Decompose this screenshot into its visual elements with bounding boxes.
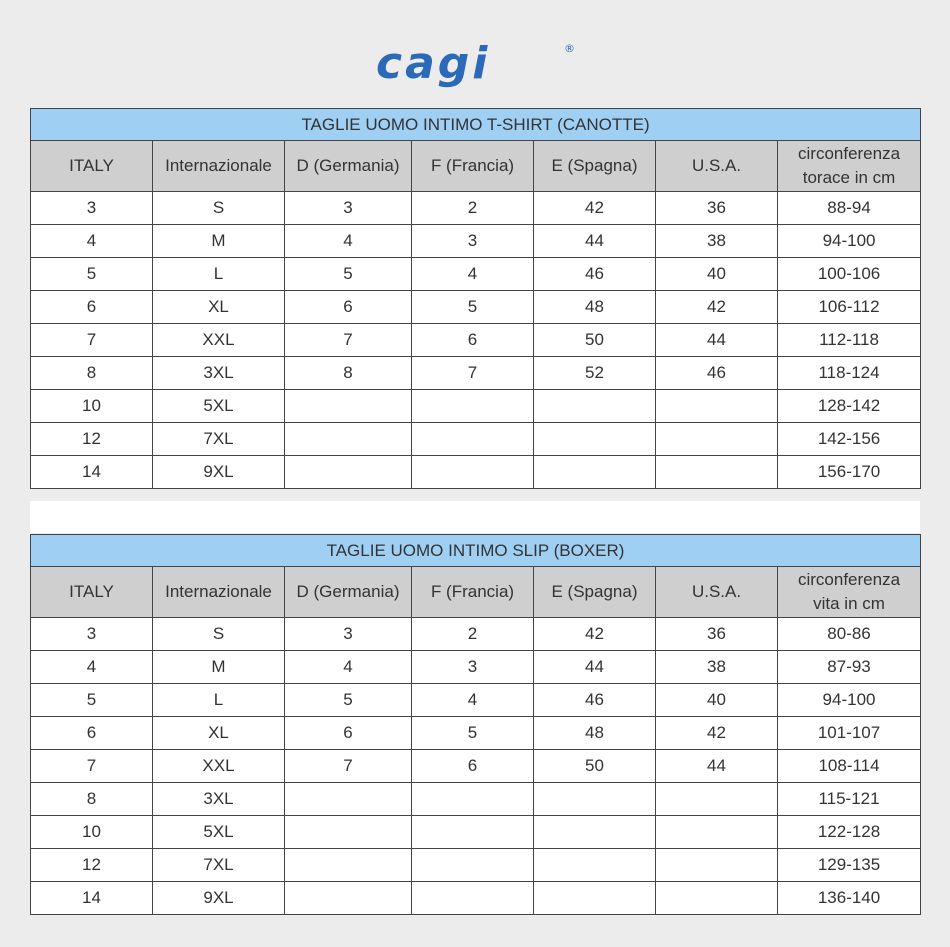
cell-italy: 3 [31,192,153,225]
cell-internazionale: XL [153,717,285,750]
table-row [31,783,921,816]
cell-italy: 5 [31,258,153,291]
cell-internazionale: 9XL [153,456,285,489]
cell-internazionale: M [153,651,285,684]
cell-germania: 4 [285,651,412,684]
cell-usa: 38 [656,225,778,258]
cell-usa [656,816,778,849]
table-row [31,684,921,717]
header-row [31,567,921,618]
cell-internazionale: 7XL [153,423,285,456]
col-header-usa: U.S.A. [656,141,778,192]
slip-size-table [30,534,921,915]
table-title: TAGLIE UOMO INTIMO T-SHIRT (CANOTTE) [31,109,921,141]
cell-germania: 6 [285,291,412,324]
cell-internazionale: 7XL [153,849,285,882]
table-body [31,618,921,915]
table-row [31,390,921,423]
cell-italy: 7 [31,324,153,357]
col-header-italy: ITALY [31,141,153,192]
cell-circumference: 94-100 [778,225,921,258]
cell-internazionale: L [153,258,285,291]
col-header-spagna: E (Spagna) [534,141,656,192]
table-row [31,258,921,291]
col-header-circumference-line2: torace in cm [802,168,896,187]
cell-germania: 6 [285,717,412,750]
col-header-francia: F (Francia) [412,567,534,618]
cell-usa [656,783,778,816]
cell-italy: 14 [31,882,153,915]
cell-germania: 3 [285,192,412,225]
cell-germania [285,423,412,456]
cell-usa: 38 [656,651,778,684]
cell-usa: 44 [656,750,778,783]
cell-internazionale: 5XL [153,390,285,423]
cell-usa [656,849,778,882]
cell-internazionale: M [153,225,285,258]
col-header-usa: U.S.A. [656,567,778,618]
cell-germania [285,390,412,423]
cell-spagna: 50 [534,324,656,357]
cell-francia [412,390,534,423]
table-title: TAGLIE UOMO INTIMO SLIP (BOXER) [31,535,921,567]
col-header-francia: F (Francia) [412,141,534,192]
cell-italy: 8 [31,357,153,390]
cell-internazionale: XXL [153,750,285,783]
cell-spagna: 52 [534,357,656,390]
cell-francia: 4 [412,684,534,717]
table-row [31,423,921,456]
col-header-spagna: E (Spagna) [534,567,656,618]
col-header-circumference-line1: circonferenza [798,144,901,163]
cell-circumference: 122-128 [778,816,921,849]
cell-spagna: 44 [534,651,656,684]
cell-spagna: 48 [534,717,656,750]
cagi-logo [372,38,582,88]
table-spacer [30,501,920,533]
cell-italy: 3 [31,618,153,651]
cell-germania: 7 [285,750,412,783]
cell-germania: 8 [285,357,412,390]
table-row [31,717,921,750]
cell-germania [285,816,412,849]
cell-germania: 7 [285,324,412,357]
cell-internazionale: S [153,618,285,651]
cell-spagna [534,882,656,915]
cell-circumference: 87-93 [778,651,921,684]
col-header-circumference [778,141,921,192]
table-row [31,618,921,651]
cell-circumference: 128-142 [778,390,921,423]
col-header-internazionale: Internazionale [153,141,285,192]
cell-spagna [534,390,656,423]
cell-circumference: 112-118 [778,324,921,357]
cell-francia [412,849,534,882]
cell-spagna [534,816,656,849]
cell-francia: 3 [412,225,534,258]
cell-italy: 12 [31,849,153,882]
cell-spagna [534,423,656,456]
col-header-circumference-line1: circonferenza [797,570,901,589]
cell-italy: 14 [31,456,153,489]
cell-usa: 44 [656,324,778,357]
cell-francia: 6 [412,324,534,357]
cell-usa [656,882,778,915]
cell-francia [412,456,534,489]
cell-francia: 4 [412,258,534,291]
cell-italy: 10 [31,390,153,423]
table-row [31,324,921,357]
cell-italy: 4 [31,225,153,258]
table-row [31,849,921,882]
cell-circumference: 142-156 [778,423,921,456]
cell-usa [656,423,778,456]
cell-italy: 5 [31,684,153,717]
col-header-germania: D (Germania) [285,567,412,618]
cell-usa: 36 [656,618,778,651]
cell-usa: 36 [656,192,778,225]
cell-circumference: 136-140 [778,882,921,915]
cell-germania: 5 [285,258,412,291]
col-header-circumference-line2: vita in cm [813,594,885,613]
cell-circumference: 94-100 [778,684,921,717]
cell-internazionale: XL [153,291,285,324]
col-header-internazionale: Internazionale [153,567,285,618]
col-header-italy: ITALY [31,567,153,618]
cell-internazionale: 9XL [153,882,285,915]
cell-circumference: 106-112 [778,291,921,324]
table-row [31,456,921,489]
cell-italy: 7 [31,750,153,783]
table-row [31,750,921,783]
cell-circumference: 101-107 [778,717,921,750]
cell-usa: 42 [656,291,778,324]
cell-usa [656,456,778,489]
cell-francia: 3 [412,651,534,684]
cell-francia [412,816,534,849]
table-body [31,192,921,489]
cell-spagna [534,783,656,816]
table-row [31,816,921,849]
cell-spagna [534,456,656,489]
cell-francia: 7 [412,357,534,390]
cell-germania: 4 [285,225,412,258]
header-row [31,141,921,192]
cell-circumference: 88-94 [778,192,921,225]
col-header-circumference [778,567,921,618]
cell-usa [656,390,778,423]
cell-circumference: 108-114 [778,750,921,783]
cell-internazionale: 5XL [153,816,285,849]
cell-francia: 2 [412,192,534,225]
cell-internazionale: S [153,192,285,225]
cell-francia: 5 [412,717,534,750]
cell-circumference: 115-121 [778,783,921,816]
cell-circumference: 80-86 [778,618,921,651]
cell-usa: 40 [656,684,778,717]
cell-italy: 8 [31,783,153,816]
cell-germania: 5 [285,684,412,717]
cell-spagna: 48 [534,291,656,324]
cell-internazionale: L [153,684,285,717]
cell-francia [412,783,534,816]
tshirt-size-table [30,108,921,489]
cell-internazionale: XXL [153,324,285,357]
cell-italy: 10 [31,816,153,849]
col-header-germania: D (Germania) [285,141,412,192]
cell-spagna: 46 [534,258,656,291]
cell-circumference: 100-106 [778,258,921,291]
table-row [31,357,921,390]
cell-usa: 46 [656,357,778,390]
cell-francia [412,423,534,456]
cell-usa: 42 [656,717,778,750]
cell-francia: 2 [412,618,534,651]
cell-italy: 6 [31,717,153,750]
cell-spagna [534,849,656,882]
cell-francia: 6 [412,750,534,783]
cell-italy: 12 [31,423,153,456]
cell-internazionale: 3XL [153,357,285,390]
cell-spagna: 50 [534,750,656,783]
cell-spagna: 42 [534,618,656,651]
table-row [31,651,921,684]
registered-mark: ® [564,42,575,55]
logo-text: cagi [376,38,491,88]
cell-francia: 5 [412,291,534,324]
cell-spagna: 42 [534,192,656,225]
table-row [31,192,921,225]
cell-circumference: 156-170 [778,456,921,489]
cell-germania [285,849,412,882]
table-row [31,225,921,258]
cell-circumference: 129-135 [778,849,921,882]
cell-circumference: 118-124 [778,357,921,390]
table-row [31,291,921,324]
cell-italy: 4 [31,651,153,684]
cell-francia [412,882,534,915]
cell-germania [285,456,412,489]
cell-germania [285,882,412,915]
table-row [31,882,921,915]
cell-italy: 6 [31,291,153,324]
cell-germania: 3 [285,618,412,651]
cell-spagna: 46 [534,684,656,717]
cell-internazionale: 3XL [153,783,285,816]
cell-spagna: 44 [534,225,656,258]
cell-usa: 40 [656,258,778,291]
cell-germania [285,783,412,816]
